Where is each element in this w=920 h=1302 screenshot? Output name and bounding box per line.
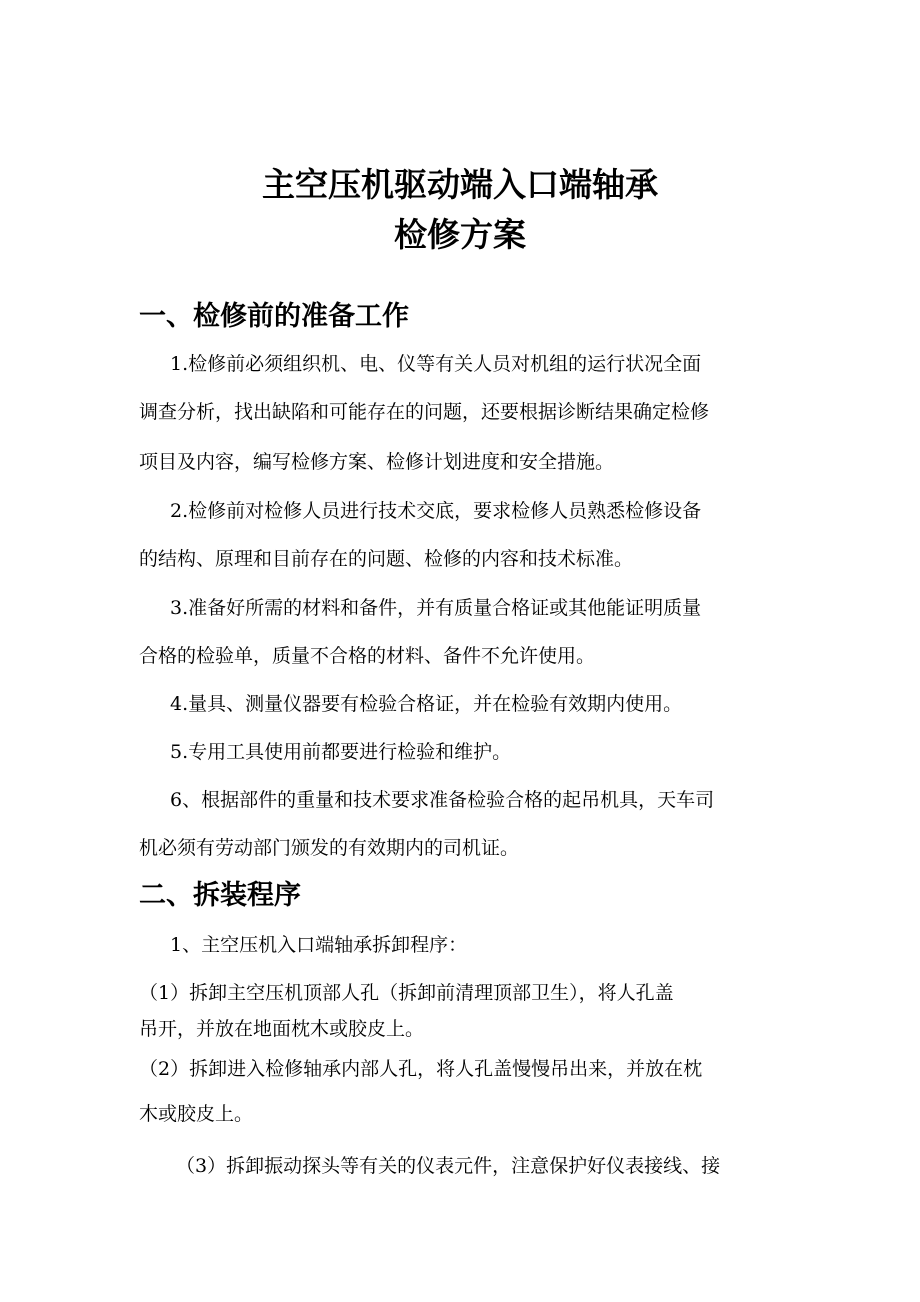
step-1-line-1: （1）拆卸主空压机顶部人孔（拆卸前清理顶部卫生），将人孔盖 (139, 982, 674, 1004)
item-4-line-1: 4.量具、测量仪器要有检验合格证，并在检验有效期内使用。 (170, 693, 683, 715)
item-5-line-1: 5.专用工具使用前都要进行检验和维护。 (170, 741, 512, 763)
step-3-line-1: （3）拆卸振动探头等有关的仪表元件，注意保护好仪表接线、接 (176, 1155, 721, 1177)
item-1-line-1: 1.检修前必须组织机、电、仪等有关人员对机组的运行状况全面 (170, 353, 702, 375)
step-2-line-1: （2）拆卸进入检修轴承内部人孔，将人孔盖慢慢吊出来，并放在枕 (139, 1058, 703, 1080)
item-3-line-2: 合格的检验单，质量不合格的材料、备件不允许使用。 (139, 645, 596, 667)
section-1-heading: 一、检修前的准备工作 (139, 301, 409, 332)
document-title-line-2: 检修方案 (394, 215, 526, 254)
item-2-line-1: 2.检修前对检修人员进行技术交底，要求检修人员熟悉检修设备 (170, 500, 702, 522)
item-3-line-1: 3.准备好所需的材料和备件，并有质量合格证或其他能证明质量 (170, 597, 702, 619)
step-1-line-2: 吊开，并放在地面枕木或胶皮上。 (139, 1018, 425, 1040)
document-title-line-1: 主空压机驱动端入口端轴承 (262, 165, 658, 204)
section-2-heading: 二、拆装程序 (139, 880, 301, 911)
item-6-line-2: 机必须有劳动部门颁发的有效期内的司机证。 (139, 837, 520, 859)
item-2-line-2: 的结构、原理和目前存在的问题、检修的内容和技术标准。 (139, 548, 634, 570)
item-1-line-2: 调查分析，找出缺陷和可能存在的问题，还要根据诊断结果确定检修 (139, 401, 710, 423)
item-6-line-1: 6、根据部件的重量和技术要求准备检验合格的起吊机具，天车司 (170, 789, 715, 811)
step-2-line-2: 木或胶皮上。 (139, 1103, 254, 1125)
subsection-1-heading: 1、主空压机入口端轴承拆卸程序： (170, 934, 468, 956)
item-1-line-3: 项目及内容，编写检修方案、检修计划进度和安全措施。 (139, 451, 615, 473)
